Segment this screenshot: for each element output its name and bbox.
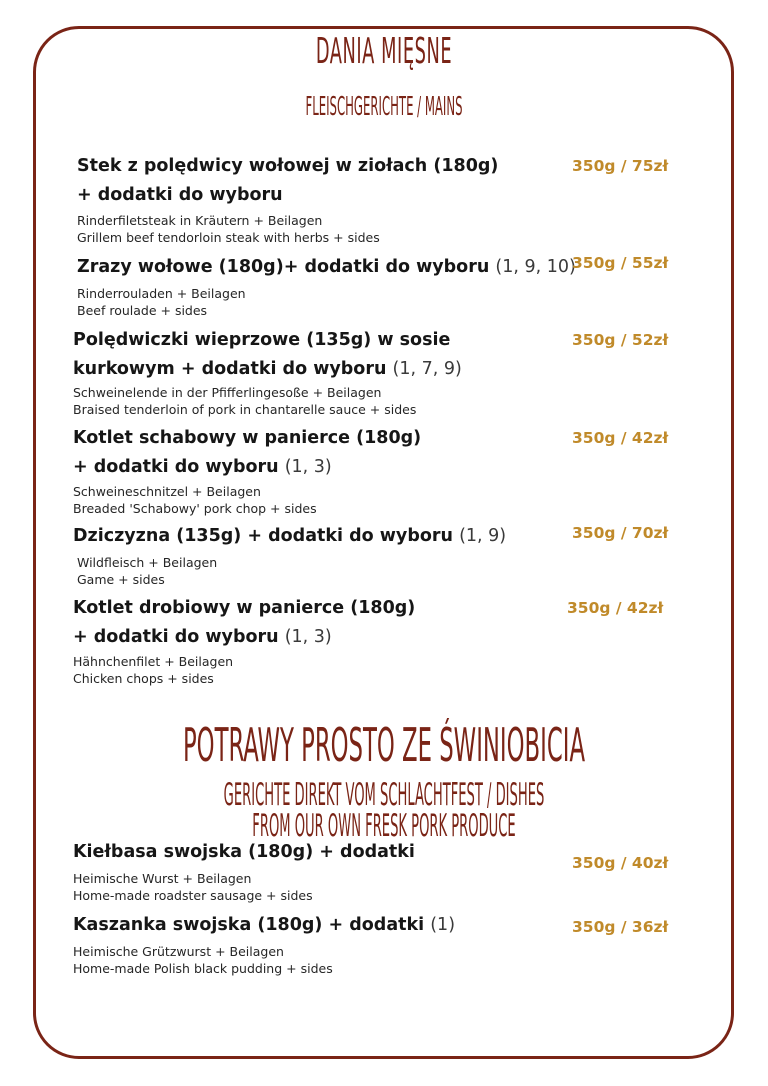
menu-item-title xyxy=(73,326,462,384)
menu-item-title-line1: Kotlet drobiowy w panierce (180g) xyxy=(73,598,416,618)
menu-item-price: 350g / 42zł xyxy=(572,429,669,447)
menu-item-title xyxy=(73,522,506,551)
menu-item-title-line1: Polędwiczki wieprzowe (135g) w sosie xyxy=(73,330,451,350)
menu-item-title-line2: + dodatki do wyboru (1, 3) xyxy=(73,457,332,477)
menu-item-allergens: (1, 3) xyxy=(284,627,332,647)
menu-item-description xyxy=(73,653,233,687)
menu-item-title-line1: Zrazy wołowe (180g)+ dodatki do wyboru (1, 9, 10) xyxy=(77,257,576,277)
menu-item-allergens: (1) xyxy=(430,915,456,935)
menu-item-title-line1: Kotlet schabowy w panierce (180g) xyxy=(73,428,422,448)
menu-item-desc-de: Heimische Grützwurst + Beilagen xyxy=(73,944,284,959)
menu-item-title xyxy=(77,253,576,282)
menu-item-price: 350g / 42zł xyxy=(567,599,664,617)
menu-item-description xyxy=(73,870,313,904)
menu-item-desc-de: Hähnchenfilet + Beilagen xyxy=(73,654,234,669)
menu-item-price: 350g / 70zł xyxy=(572,524,669,542)
section-subtitle-mains: FLEISCHGERICHTE / MAINS xyxy=(305,92,463,122)
menu-item-title xyxy=(73,594,415,652)
menu-item-description xyxy=(73,943,333,977)
menu-item-title-line1: Kaszanka swojska (180g) + dodatki (1) xyxy=(73,915,456,935)
menu-item-description xyxy=(77,212,380,246)
menu-item-price: 350g / 75zł xyxy=(572,157,669,175)
menu-item-price: 350g / 52zł xyxy=(572,331,669,349)
menu-item-title xyxy=(73,911,455,940)
menu-item-title-line1: Kiełbasa swojska (180g) + dodatki xyxy=(73,842,415,862)
menu-item-title-line2: kurkowym + dodatki do wyboru (1, 7, 9) xyxy=(73,359,462,379)
menu-item-desc-de: Rinderrouladen + Beilagen xyxy=(77,286,246,301)
menu-item-description xyxy=(73,483,317,517)
menu-item-description xyxy=(73,384,416,418)
menu-item-description xyxy=(77,554,217,588)
menu-item-title xyxy=(73,424,421,482)
menu-item-desc-en: Grillem beef tendorloin steak with herbs + sides xyxy=(77,230,380,245)
menu-item-desc-en: Breaded 'Schabowy' pork chop + sides xyxy=(73,501,317,516)
menu-item-title xyxy=(73,838,415,867)
menu-item-price: 350g / 55zł xyxy=(572,254,669,272)
menu-item-desc-de: Rinderfiletsteak in Kräutern + Beilagen xyxy=(77,213,323,228)
section-title-mains: DANIA MIĘSNE xyxy=(315,31,453,72)
menu-item-price: 350g / 36zł xyxy=(572,918,669,936)
menu-item-title-line1: Stek z polędwicy wołowej w ziołach (180g) xyxy=(77,156,499,176)
menu-item-title xyxy=(77,152,498,210)
section-subtitle-pork: GERICHTE DIREKT VOM SCHLACHTFEST / DISHES FROM OUR OWN FRESK PORK PRODUCE xyxy=(223,777,545,844)
menu-item-title-line2: + dodatki do wyboru xyxy=(77,185,283,205)
menu-item-allergens: (1, 3) xyxy=(284,457,332,477)
menu-item-desc-de: Schweineschnitzel + Beilagen xyxy=(73,484,261,499)
menu-item-allergens: (1, 9, 10) xyxy=(495,257,576,277)
menu-item-desc-de: Schweinelende in der Pfifferlingesoße + Beilagen xyxy=(73,385,382,400)
menu-item-desc-en: Braised tenderloin of pork in chantarelle sauce + sides xyxy=(73,402,417,417)
menu-item-price: 350g / 40zł xyxy=(572,854,669,872)
menu-item-desc-en: Chicken chops + sides xyxy=(73,671,214,686)
menu-item-description xyxy=(77,285,246,319)
menu-item-desc-de: Heimische Wurst + Beilagen xyxy=(73,871,252,886)
menu-item-title-line1: Dziczyzna (135g) + dodatki do wyboru (1, 9) xyxy=(73,526,507,546)
menu-item-allergens: (1, 7, 9) xyxy=(392,359,462,379)
menu-item-desc-de: Wildfleisch + Beilagen xyxy=(77,555,218,570)
menu-item-desc-en: Home-made Polish black pudding + sides xyxy=(73,961,333,976)
menu-item-desc-en: Beef roulade + sides xyxy=(77,303,208,318)
menu-item-allergens: (1, 9) xyxy=(459,526,507,546)
menu-item-desc-en: Game + sides xyxy=(77,572,165,587)
section-title-pork: POTRAWY PROSTO ZE ŚWINIOBICIA xyxy=(182,718,586,772)
menu-item-title-line2: + dodatki do wyboru (1, 3) xyxy=(73,627,332,647)
menu-item-desc-en: Home-made roadster sausage + sides xyxy=(73,888,313,903)
